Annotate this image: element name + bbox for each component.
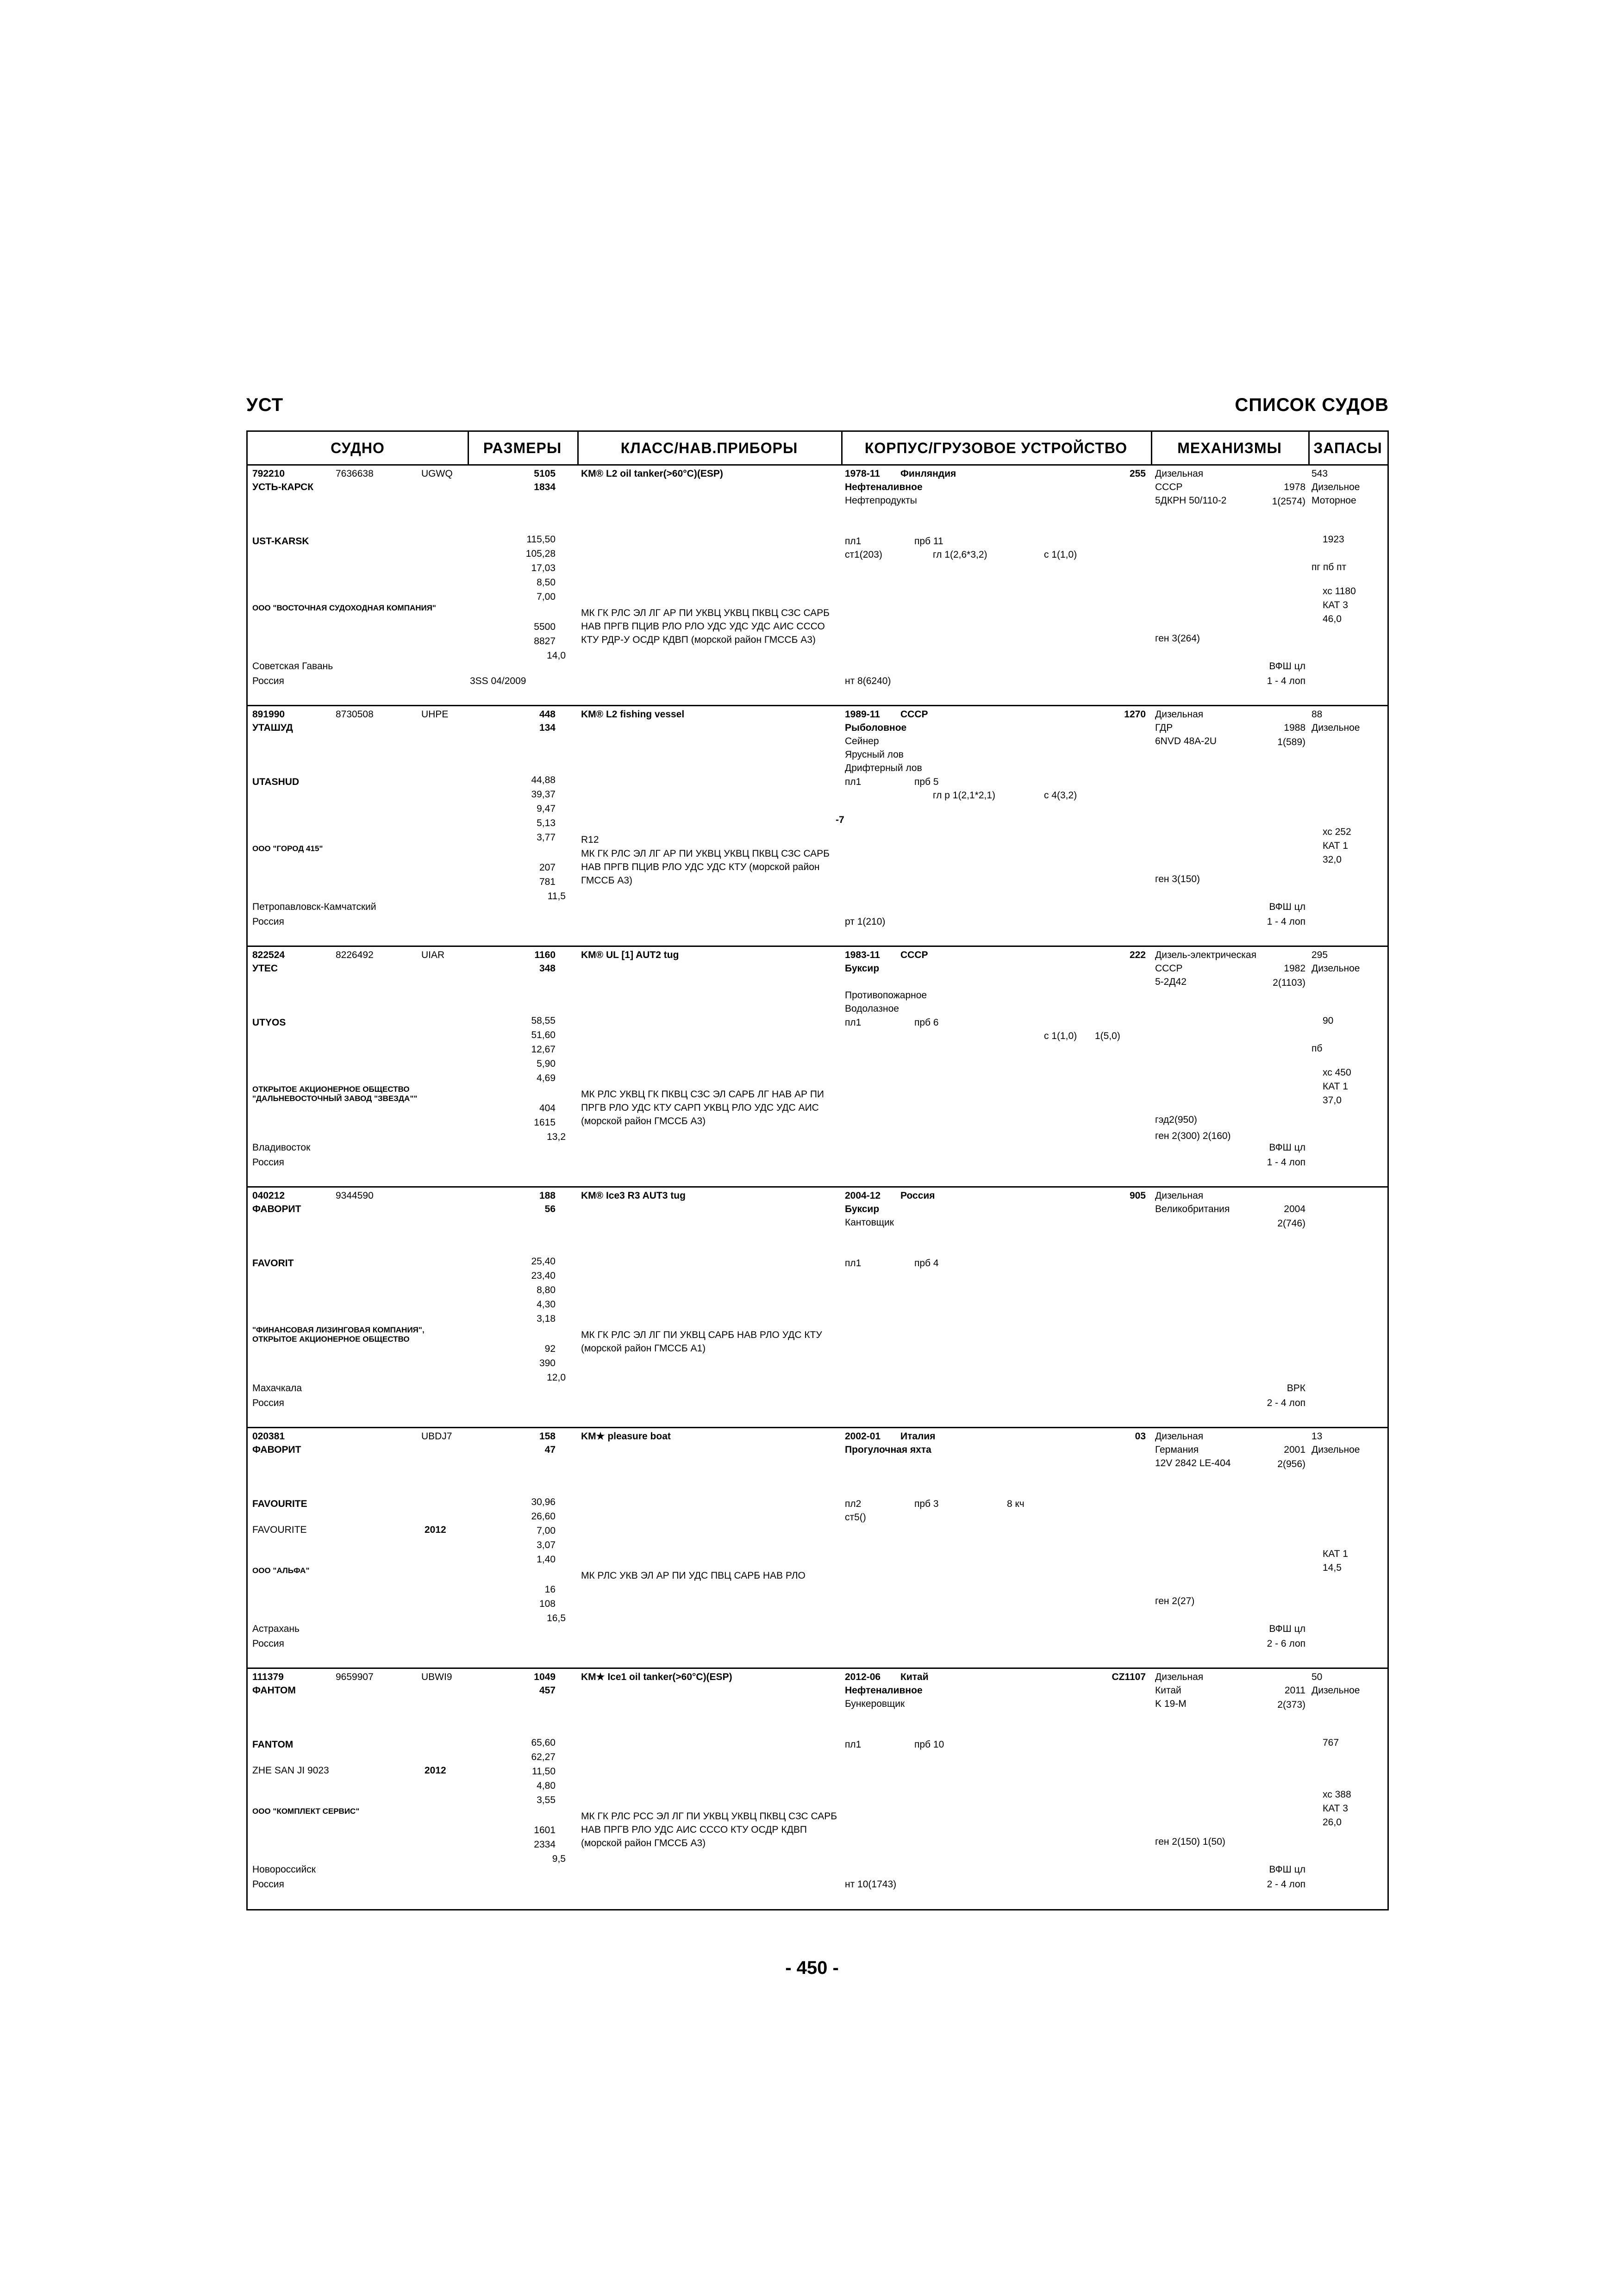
dimension-3: 7,00 [537, 1525, 556, 1536]
engine-type: Дизельная [1155, 709, 1204, 720]
vessel-type: Нефтеналивное [845, 1685, 923, 1696]
engine-model: K 19-M [1155, 1699, 1187, 1709]
ship-record [248, 947, 1387, 1188]
col-header-dimensions: РАЗМЕРЫ [483, 440, 562, 456]
bulkheads: прб 6 [914, 1017, 939, 1028]
deck-count: пл1 [845, 536, 862, 547]
ship-table [246, 430, 1389, 1910]
vessel-subtype-3: Дрифтерный лов [845, 763, 922, 773]
deadweight: 8827 [534, 636, 556, 647]
deadweight: 390 [539, 1358, 556, 1369]
ship-record [248, 1428, 1387, 1669]
build-yard: Китай [900, 1672, 929, 1682]
nav-equipment: МК ГК РЛС ЭЛ ЛГ ПИ УКВЦ САРБ НАВ РЛО УДС КТУ (морской район ГМССБ А1) [581, 1330, 822, 1354]
engine-type: Дизельная [1155, 1431, 1204, 1442]
call-sign: UHPE [421, 709, 449, 720]
cargo-tanks: нт 10(1743) [845, 1879, 897, 1890]
vessel-type: Буксир [845, 963, 880, 974]
deck-count: пл2 [845, 1499, 862, 1509]
net-tonnage: 56 [544, 1204, 556, 1214]
engine-country: ГДР [1155, 722, 1173, 733]
displacement: 5500 [534, 622, 556, 632]
build-date: 2004-12 [845, 1190, 881, 1201]
nav-equipment: МК ГК РЛС ЭЛ ЛГ АР ПИ УКВЦ УКВЦ ПКВЦ СЗС САРБ НАВ ПРГВ ПЦИВ РЛО УДС УДС КТУ (морской район ГМССБ А3) [581, 848, 830, 886]
fuel-stock: 295 [1312, 950, 1328, 960]
record-divider [248, 705, 1387, 706]
fuel-type: Дизельное [1312, 1444, 1360, 1455]
engine-model: 6NVD 48A-2U [1155, 736, 1217, 747]
reg-number: 111379 [252, 1672, 284, 1682]
build-yard: СССР [900, 709, 928, 720]
call-sign: UBDJ7 [421, 1431, 452, 1442]
ship-owner: ООО "АЛЬФА" [252, 1566, 310, 1575]
reg-number: 792210 [252, 468, 285, 479]
dimension-3: 9,47 [537, 803, 556, 814]
hull-number: 222 [1129, 950, 1146, 960]
nav-equipment: МК РЛС УКВ ЭЛ АР ПИ УДС ПВЦ САРБ НАВ РЛО [581, 1570, 806, 1581]
record-divider [248, 1668, 1387, 1669]
ship-name: ФАВОРИТ [252, 1204, 301, 1214]
page-header-right: СПИСОК СУДОВ [1235, 395, 1389, 415]
vessel-type: Рыболовное [845, 722, 907, 733]
engine-country: Германия [1155, 1444, 1199, 1455]
gross-tonnage: 448 [539, 709, 556, 720]
fuel-stock: 50 [1312, 1672, 1323, 1682]
reg-number: 040212 [252, 1190, 285, 1201]
deadweight: 781 [539, 877, 556, 887]
dimension-2: 105,28 [525, 548, 556, 559]
dimension-5: 7,00 [537, 591, 556, 602]
stores-1: КАТ 1 [1323, 1549, 1348, 1559]
dimension-4: 5,90 [537, 1058, 556, 1069]
propeller: ВФШ цл [1269, 1864, 1305, 1875]
hatches: гл р 1(2,1*2,1) [933, 790, 996, 801]
engine-model: 5-2Д42 [1155, 977, 1187, 987]
country: Россия [252, 1879, 284, 1890]
nav-equipment: МК РЛС УКВЦ ГК ПКВЦ СЗС ЭЛ САРБ ЛГ НАВ АР ПИ ПРГВ РЛО УДС КТУ САРП УКВЦ РЛО УДС УДС АИС (морской район ГМССБ А3) [581, 1089, 824, 1126]
generators: ген 2(27) [1155, 1596, 1195, 1606]
ship-name: УТАШУД [252, 722, 293, 733]
country: Россия [252, 1398, 284, 1408]
ship-name-latin: FAVORIT [252, 1258, 294, 1269]
country: Россия [252, 676, 284, 686]
build-date: 1983-11 [845, 950, 880, 960]
deadweight: 108 [539, 1599, 556, 1609]
cargo-tanks: нт 8(6240) [845, 676, 891, 686]
class-notation: KM® L2 oil tanker(>60°C)(ESP) [581, 468, 723, 479]
engine-type: Дизельная [1155, 1672, 1204, 1682]
build-date: 1989-11 [845, 709, 880, 720]
vessel-subtype: Бункеровщик [845, 1699, 905, 1709]
gross-tonnage: 1160 [534, 950, 556, 960]
engine-type: Дизель-электрическая [1155, 950, 1256, 960]
class-notation: KM★ pleasure boat [581, 1431, 671, 1442]
home-port: Новороссийск [252, 1864, 316, 1875]
cranes: с 1(1,0) [1044, 549, 1077, 560]
dimension-4: 8,50 [537, 577, 556, 588]
imo-number: 9659907 [336, 1672, 374, 1682]
water-stock: 767 [1323, 1737, 1339, 1748]
build-date: 2002-01 [845, 1431, 881, 1442]
dimension-1: 25,40 [531, 1256, 556, 1267]
engine-power: 2(373) [1277, 1699, 1305, 1710]
column-divider [1151, 432, 1152, 464]
engine-country: СССР [1155, 963, 1183, 974]
generators: гэд2(950) [1155, 1114, 1197, 1125]
hull-number: 03 [1135, 1431, 1146, 1442]
build-date: 1978-11 [845, 468, 880, 479]
displacement: 404 [539, 1103, 556, 1114]
fuel-stock: 13 [1312, 1431, 1323, 1442]
propeller-blades: 1 - 4 лоп [1267, 1157, 1305, 1168]
hull-number: 255 [1129, 468, 1146, 479]
call-sign: UIAR [421, 950, 445, 960]
imo-number: 7636638 [336, 468, 374, 479]
engine-model: 12V 2842 LE-404 [1155, 1458, 1231, 1468]
ship-name-latin: FAVOURITE [252, 1499, 307, 1509]
displacement: 16 [544, 1584, 556, 1595]
engine-year: 2001 [1284, 1444, 1305, 1455]
dimension-1: 115,50 [526, 534, 556, 545]
engine-year: 1982 [1284, 963, 1305, 974]
dimension-5: 3,55 [537, 1795, 556, 1805]
engine-country: Великобритания [1155, 1204, 1230, 1214]
dimension-3: 8,80 [537, 1285, 556, 1295]
stores-3: 26,0 [1323, 1817, 1342, 1828]
former-name-year: 2012 [425, 1765, 446, 1776]
column-divider [577, 432, 579, 464]
stores-2: 14,5 [1323, 1562, 1342, 1573]
speed: 14,0 [547, 650, 566, 661]
ship-name: УСТЬ-КАРСК [252, 482, 314, 492]
generators: ген 3(264) [1155, 633, 1200, 644]
stores-3: 32,0 [1323, 854, 1342, 865]
fuel-stock: 543 [1312, 468, 1328, 479]
class-notation: KM★ Ice1 oil tanker(>60°C)(ESP) [581, 1672, 732, 1682]
stores-1: хс 388 [1323, 1789, 1351, 1800]
ship-name: УТЕС [252, 963, 278, 974]
call-sign: UGWQ [421, 468, 453, 479]
build-date: 2012-06 [845, 1672, 881, 1682]
dimension-2: 23,40 [531, 1270, 556, 1281]
oil-type: Моторное [1312, 495, 1356, 506]
ship-name-latin: FANTOM [252, 1739, 294, 1750]
deck-count: пл1 [845, 1258, 862, 1269]
propeller: ВФШ цл [1269, 902, 1305, 912]
ship-owner: ООО "КОМПЛЕКТ СЕРВИС" [252, 1807, 360, 1816]
speed: 11,5 [547, 891, 566, 902]
dimension-2: 62,27 [531, 1752, 556, 1762]
engine-power: 2(1103) [1273, 977, 1305, 988]
ship-name-latin: UTYOS [252, 1017, 286, 1028]
dimension-4: 4,80 [537, 1780, 556, 1791]
propeller-blades: 2 - 6 лоп [1267, 1638, 1305, 1649]
generators-2: ген 2(300) 2(160) [1155, 1131, 1231, 1141]
dimension-1: 44,88 [531, 775, 556, 785]
cranes: с 1(1,0) [1044, 1031, 1077, 1041]
stores-2: КАТ 1 [1323, 840, 1348, 851]
cargo-tanks: рт 1(210) [845, 916, 886, 927]
fuel-type: Дизельное [1312, 963, 1360, 974]
engine-power: 1(2574) [1272, 496, 1305, 507]
country: Россия [252, 1157, 284, 1168]
col-header-ship: СУДНО [331, 440, 385, 456]
speed: 12,0 [547, 1372, 566, 1383]
engine-country: СССР [1155, 482, 1183, 492]
cranes-2: 1(5,0) [1095, 1031, 1120, 1041]
propeller-blades: 1 - 4 лоп [1267, 676, 1305, 686]
deadweight: 1615 [534, 1117, 556, 1128]
cranes: с 4(3,2) [1044, 790, 1077, 801]
stores-1: хс 252 [1323, 827, 1351, 837]
fuel-type: Дизельное [1312, 482, 1360, 492]
net-tonnage: 348 [539, 963, 556, 974]
vessel-type: Нефтеналивное [845, 482, 923, 492]
engine-power: 1(589) [1277, 737, 1305, 747]
deck-extra: 8 кч [1007, 1499, 1024, 1509]
deck-count: пл1 [845, 1739, 862, 1750]
build-yard: Финляндия [900, 468, 956, 479]
propeller-blades: 1 - 4 лоп [1267, 916, 1305, 927]
vessel-subtype-2: Противопожарное [845, 990, 927, 1001]
displacement: 207 [539, 862, 556, 873]
ship-name-latin: UST-KARSK [252, 536, 309, 547]
call-sign: UBWI9 [421, 1672, 452, 1682]
reg-number: 822524 [252, 950, 285, 960]
country: Россия [252, 1638, 284, 1649]
bulkheads: прб 3 [914, 1499, 939, 1509]
home-port: Петропавловск-Камчатский [252, 902, 376, 912]
record-divider [248, 946, 1387, 947]
class-notation: KM® Ice3 R3 AUT3 tug [581, 1190, 686, 1201]
dimension-1: 58,55 [531, 1015, 556, 1026]
stores-2: КАТ 3 [1323, 1803, 1348, 1814]
hull-number: CZ1107 [1112, 1672, 1146, 1682]
record-divider [248, 1427, 1387, 1428]
fuel-type: Дизельное [1312, 722, 1360, 733]
displacement: 92 [544, 1344, 556, 1354]
cargo-holds: ст5() [845, 1512, 866, 1523]
home-port: Советская Гавань [252, 661, 333, 672]
propeller: ВФШ цл [1269, 661, 1305, 672]
special-mark: -7 [836, 815, 844, 825]
engine-power: 2(956) [1277, 1459, 1305, 1469]
engine-year: 1988 [1284, 722, 1305, 733]
column-divider [468, 432, 469, 464]
water-stock: 1923 [1323, 534, 1344, 545]
stores-3: 37,0 [1323, 1095, 1342, 1106]
col-header-stores: ЗАПАСЫ [1313, 440, 1382, 456]
gross-tonnage: 188 [539, 1190, 556, 1201]
class-notation: KM® UL [1] AUT2 tug [581, 950, 679, 960]
build-yard: Россия [900, 1190, 935, 1201]
engine-year: 1978 [1284, 482, 1305, 492]
bulkheads: прб 11 [914, 536, 943, 547]
speed: 16,5 [547, 1613, 566, 1624]
home-port: Астрахань [252, 1624, 300, 1634]
home-port: Владивосток [252, 1142, 311, 1153]
country: Россия [252, 916, 284, 927]
dimension-3: 17,03 [531, 563, 556, 573]
dimension-2: 26,60 [531, 1511, 556, 1522]
engine-year: 2004 [1284, 1204, 1305, 1214]
ship-record [248, 1188, 1387, 1428]
col-header-class: КЛАСС/НАВ.ПРИБОРЫ [620, 440, 798, 456]
former-name: FAVOURITE [252, 1524, 307, 1535]
dimension-1: 30,96 [531, 1497, 556, 1507]
build-yard: СССР [900, 950, 928, 960]
hatches: гл 1(2,6*3,2) [933, 549, 987, 560]
hull-number: 905 [1129, 1190, 1146, 1201]
stores-3: 46,0 [1323, 614, 1342, 624]
ship-name-latin: UTASHUD [252, 777, 300, 787]
vessel-subtype: Сейнер [845, 736, 879, 747]
vessel-subtype: Кантовщик [845, 1217, 894, 1228]
net-tonnage: 1834 [534, 482, 556, 492]
speed: 13,2 [547, 1132, 566, 1142]
record-divider [248, 1186, 1387, 1188]
propeller: ВФШ цл [1269, 1142, 1305, 1153]
page-header-left: УСТ [246, 395, 284, 415]
dimension-2: 39,37 [531, 789, 556, 800]
fuel-stock: 88 [1312, 709, 1323, 720]
former-name-year: 2012 [425, 1524, 446, 1535]
reg-number: 891990 [252, 709, 285, 720]
engine-country: Китай [1155, 1685, 1181, 1696]
dimension-5: 3,77 [537, 832, 556, 843]
stores-types: пг пб пт [1312, 562, 1347, 572]
ship-name: ФАНТОМ [252, 1685, 296, 1696]
stores-1: хс 450 [1323, 1067, 1351, 1078]
engine-type: Дизельная [1155, 468, 1204, 479]
stores-2: КАТ 1 [1323, 1081, 1348, 1092]
deadweight: 2334 [534, 1839, 556, 1850]
nav-equipment: МК ГК РЛС ЭЛ ЛГ АР ПИ УКВЦ УКВЦ ПКВЦ СЗС САРБ НАВ ПРГВ ПЦИВ РЛО РЛО УДС УДС УДС АИС СССО КТУ РДР-У ОСДР КДВП (морской район ГМССБ А3) [581, 608, 830, 645]
ship-record [248, 1669, 1387, 1910]
gross-tonnage: 5105 [534, 468, 556, 479]
reg-number: 020381 [252, 1431, 285, 1442]
column-divider [841, 432, 843, 464]
engine-model: 5ДКРН 50/110-2 [1155, 495, 1227, 506]
ship-owner: ОТКРЫТОЕ АКЦИОНЕРНОЕ ОБЩЕСТВО "ДАЛЬНЕВОСТОЧНЫЙ ЗАВОД "ЗВЕЗДА"" [252, 1085, 418, 1103]
survey: 3SS 04/2009 [470, 676, 526, 686]
fuel-type: Дизельное [1312, 1685, 1360, 1696]
dimension-5: 4,69 [537, 1073, 556, 1083]
net-tonnage: 134 [539, 722, 556, 733]
deck-count: пл1 [845, 777, 862, 787]
bulkheads: прб 10 [914, 1739, 944, 1750]
imo-number: 8226492 [336, 950, 374, 960]
imo-number: 8730508 [336, 709, 374, 720]
engine-year: 2011 [1284, 1685, 1305, 1696]
column-divider [1308, 432, 1310, 464]
dimension-5: 3,18 [537, 1313, 556, 1324]
stores-2: КАТ 3 [1323, 600, 1348, 610]
ship-owner: "ФИНАНСОВАЯ ЛИЗИНГОВАЯ КОМПАНИЯ", ОТКРЫТОЕ АКЦИОНЕРНОЕ ОБЩЕСТВО [252, 1325, 425, 1344]
propeller: ВФШ цл [1269, 1624, 1305, 1634]
generators: ген 3(150) [1155, 874, 1200, 884]
vessel-subtype: Нефтепродукты [845, 495, 917, 506]
displacement: 1601 [534, 1825, 556, 1836]
bulkheads: прб 4 [914, 1258, 939, 1269]
stores-types: пб [1312, 1043, 1323, 1054]
gross-tonnage: 1049 [534, 1672, 556, 1682]
col-header-hull: КОРПУС/ГРУЗОВОЕ УСТРОЙСТВО [864, 440, 1128, 456]
dimension-4: 3,07 [537, 1540, 556, 1550]
vessel-subtype-3: Водолазное [845, 1003, 899, 1014]
dimension-4: 5,13 [537, 818, 556, 828]
propeller: ВРК [1287, 1383, 1305, 1394]
col-header-engines: МЕХАНИЗМЫ [1177, 440, 1282, 456]
ship-record [248, 466, 1387, 706]
dimension-5: 1,40 [537, 1554, 556, 1565]
ship-owner: ООО "ГОРОД 415" [252, 844, 323, 853]
propeller-blades: 2 - 4 лоп [1267, 1398, 1305, 1408]
dimension-3: 11,50 [532, 1766, 556, 1777]
dimension-2: 51,60 [531, 1030, 556, 1040]
class-notation: KM® L2 fishing vessel [581, 709, 685, 720]
hull-number: 1270 [1124, 709, 1146, 720]
ship-owner: ООО "ВОСТОЧНАЯ СУДОХОДНАЯ КОМПАНИЯ" [252, 604, 436, 612]
nav-equipment: МК ГК РЛС РСС ЭЛ ЛГ ПИ УКВЦ УКВЦ ПКВЦ СЗС САРБ НАВ ПРГВ РЛО УДС АИС СССО КТУ ОСДР КДВП (морской район ГМССБ А3) [581, 1811, 837, 1848]
dimension-3: 12,67 [531, 1044, 556, 1055]
vessel-type: Буксир [845, 1204, 880, 1214]
ship-name: ФАВОРИТ [252, 1444, 301, 1455]
net-tonnage: 457 [539, 1685, 556, 1696]
build-yard: Италия [900, 1431, 936, 1442]
stores-1: хс 1180 [1323, 586, 1356, 597]
gross-tonnage: 158 [539, 1431, 556, 1442]
dimension-1: 65,60 [531, 1737, 556, 1748]
water-stock: 90 [1323, 1015, 1334, 1026]
imo-number: 9344590 [336, 1190, 374, 1201]
engine-power: 2(746) [1277, 1218, 1305, 1229]
home-port: Махачкала [252, 1383, 302, 1394]
generators: ген 2(150) 1(50) [1155, 1836, 1225, 1847]
deck-count: пл1 [845, 1017, 862, 1028]
propeller-blades: 2 - 4 лоп [1267, 1879, 1305, 1890]
net-tonnage: 47 [544, 1444, 556, 1455]
speed: 9,5 [552, 1854, 566, 1864]
former-name: ZHE SAN JI 9023 [252, 1765, 329, 1776]
bulkheads: прб 5 [914, 777, 939, 787]
ship-record [248, 706, 1387, 947]
class-extra: R12 [581, 834, 599, 845]
dimension-4: 4,30 [537, 1299, 556, 1310]
vessel-type: Прогулочная яхта [845, 1444, 931, 1455]
cargo-holds: ст1(203) [845, 549, 882, 560]
vessel-subtype-2: Ярусный лов [845, 749, 904, 760]
engine-type: Дизельная [1155, 1190, 1204, 1201]
page-number: - 450 - [785, 1958, 839, 1978]
